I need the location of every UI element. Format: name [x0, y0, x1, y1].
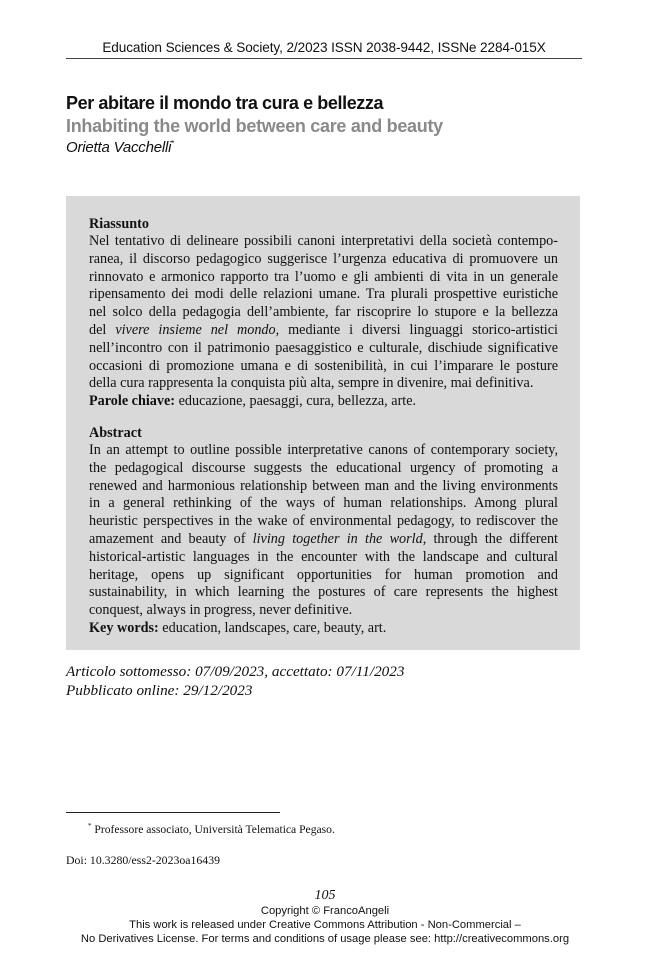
riassunto-keywords-label: Parole chiave:: [89, 393, 176, 410]
abstract-line: heritage, opens up significant opportunities for human promotion and: [89, 566, 558, 583]
riassunto-text: [89, 233, 558, 411]
publication-dates: [66, 662, 404, 700]
riassunto-line: nel solco della pedagogia dell’ambiente, far riscoprire lo stupore e la bellezza: [89, 304, 558, 321]
abstract-keywords-value: education, landscapes, care, beauty, art.: [162, 619, 387, 636]
published-online-date: Pubblicato online: 29/12/2023: [66, 682, 253, 699]
footnote-mark: *: [88, 822, 92, 830]
abstract-line: conquest, always in progress, never definitive.: [89, 602, 353, 619]
page-number: 105: [314, 888, 336, 903]
copyright-line: Copyright © FrancoAngeli: [260, 905, 390, 917]
license-footer: [0, 904, 650, 946]
abstract-line: the pedagogical discourse suggests the educational urgency of promoting a: [89, 459, 558, 476]
abstract-line-with-italic: [89, 531, 558, 549]
footnote: [88, 822, 335, 836]
author-name: [66, 139, 174, 156]
article-subtitle: Inhabiting the world between care and beauty: [66, 116, 443, 136]
riassunto-line: Nel tentativo di delineare possibili canoni interpretativi della società contempo-: [89, 233, 558, 249]
abstract-line: In an attempt to outline possible interpretative canons of contemporary society,: [89, 441, 558, 458]
abstract-line6-before: amazement and beauty of: [89, 530, 246, 547]
riassunto-line: della cura rappresenta la conquista più alta, sempre in divenire, mai definitiva.: [89, 375, 534, 392]
abstract-keywords: [89, 620, 558, 638]
abstract-line: heuristic perspectives in the wake of environmental pedagogy, to rediscover the: [89, 513, 558, 530]
riassunto-italic-phrase: vivere insieme nel mondo: [115, 321, 276, 338]
license-line-2: No Derivatives License. For terms and conditions of usage please see: http://creativecommons.org: [80, 933, 570, 945]
abstract-italic-phrase: living together in the world: [252, 530, 423, 547]
abstract-keywords-label: Key words:: [89, 619, 159, 636]
riassunto-line: nell’incontro con il patrimonio paesaggistico e culturale, dischiude significative: [89, 339, 558, 356]
riassunto-keywords-value: educazione, paesaggi, cura, bellezza, arte.: [178, 393, 417, 410]
riassunto-keywords: [89, 393, 558, 411]
submitted-accepted-dates: Articolo sottomesso: 07/09/2023, accettato: 07/11/2023: [66, 663, 405, 680]
riassunto-line6-before: del: [89, 321, 107, 338]
riassunto-line6-after: , mediante i diversi linguaggi storico-artistici: [275, 321, 558, 338]
riassunto-line-with-italic: [89, 322, 558, 340]
riassunto-line: rinnovato e armonico rapporto tra l’uomo e gli ambienti di vita in un generale: [89, 268, 558, 285]
abstract-text: [89, 442, 558, 638]
abstract-line: sustainability, in which learning the postures of care represents the highest: [89, 584, 558, 601]
riassunto-line: ranea, il discorso pedagogico suggerisce l’urgenza educativa di promuovere un: [89, 250, 558, 267]
footnote-separator: [66, 812, 280, 813]
doi: Doi: 10.3280/ess2-2023oa16439: [66, 853, 221, 867]
license-line-1: This work is released under Creative Commons Attribution - Non-Commercial –: [129, 919, 521, 931]
author-name-text: Orietta Vacchelli: [66, 139, 172, 156]
abstract-line: in a general rethinking of the ways of human relationships. Among plural: [89, 495, 558, 512]
footnote-text: Professore associato, Università Telematica Pegaso.: [94, 822, 335, 836]
running-header: Education Sciences & Society, 2/2023 ISSN 2038-9442, ISSNe 2284-015X: [66, 40, 582, 59]
riassunto-line: ripensamento dei modi delle relazioni umane. Tra plurali prospettive euristiche: [89, 286, 558, 303]
article-title: Per abitare il mondo tra cura e bellezza: [66, 93, 384, 113]
abstract-line: historical-artistic languages in the encounter with the landscape and cultural: [89, 548, 558, 565]
abstract-heading: Abstract: [89, 424, 142, 441]
abstract-box: [66, 196, 580, 650]
author-footnote-mark: *: [171, 139, 175, 148]
abstract-line: renewed and harmonious relationship between man and the living environments: [89, 477, 558, 494]
riassunto-line: occasioni di promozione umana e di sostenibilità, in cui l’imparare le posture: [89, 357, 558, 374]
abstract-line6-after: , through the different: [422, 530, 558, 547]
riassunto-heading: Riassunto: [89, 216, 149, 232]
